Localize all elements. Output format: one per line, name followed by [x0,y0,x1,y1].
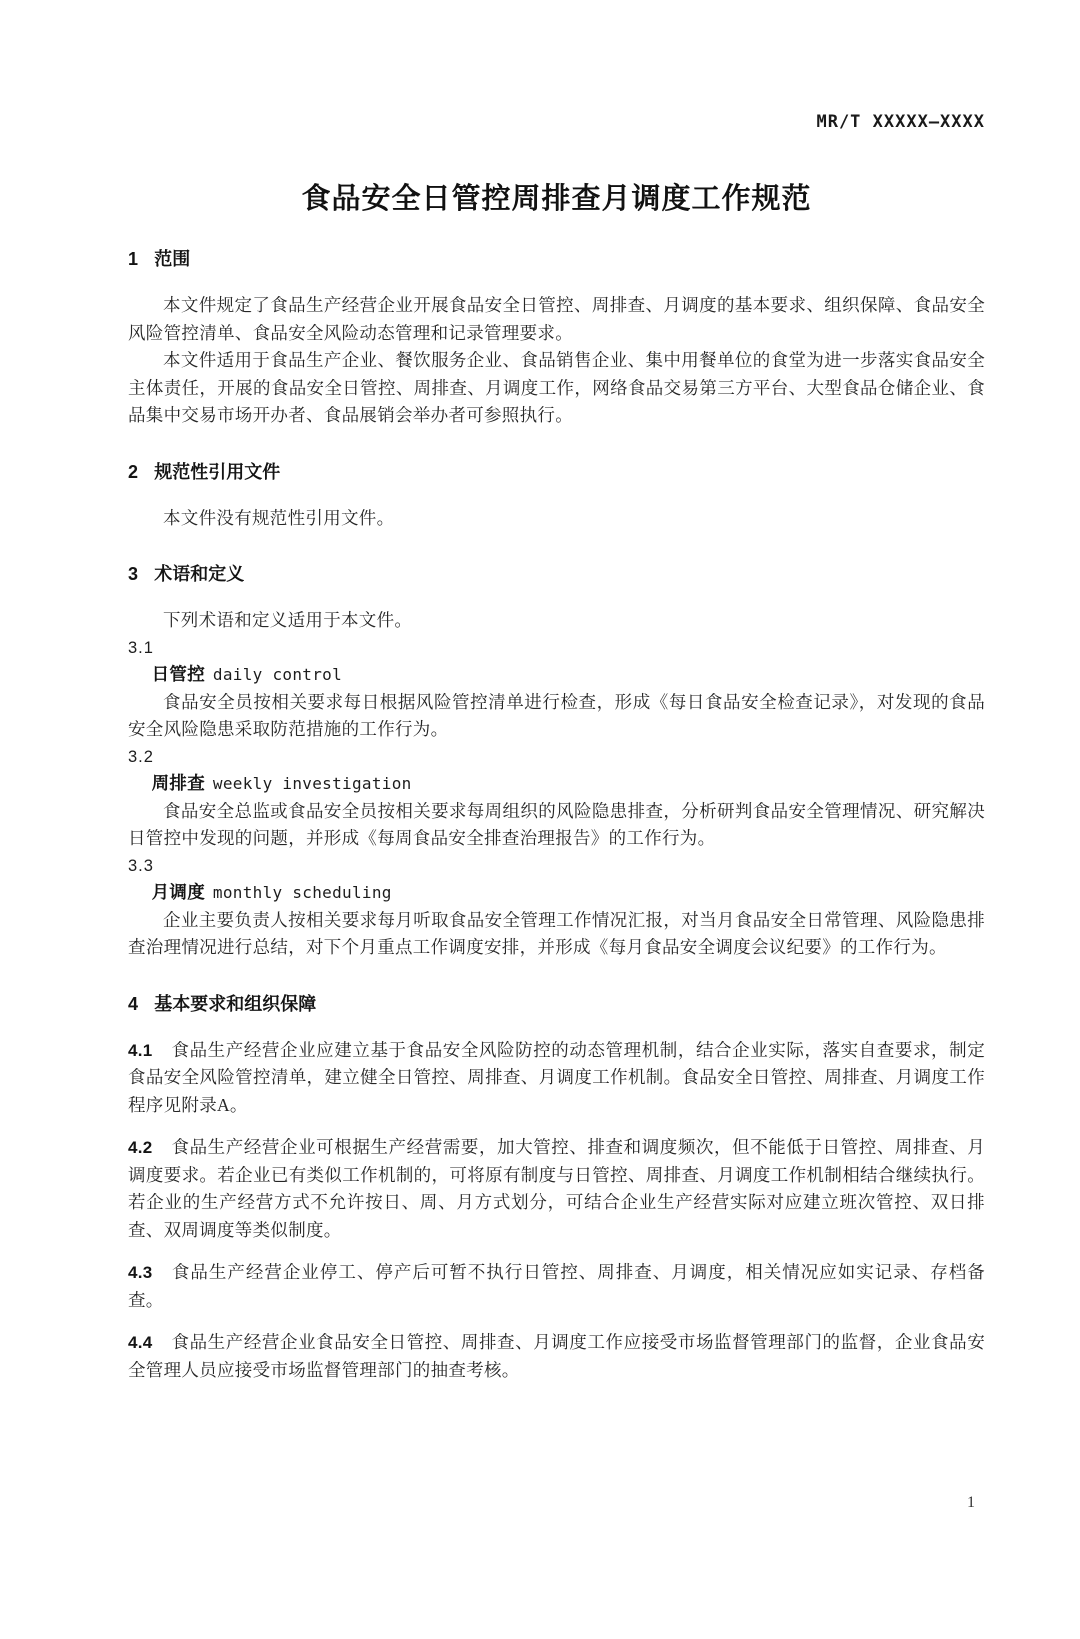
clause-2-title: 规范性引用文件 [154,461,281,482]
paragraph-scope-1: 本文件规定了食品生产经营企业开展食品安全日管控、周排查、月调度的基本要求、组织保障、食品安全风险管控清单、食品安全风险动态管理和记录管理要求。 [128,295,985,343]
term-name-line [128,661,985,689]
term-number: 3.3 [128,856,154,875]
clause-item-text: 食品生产经营企业应建立基于食品安全风险防控的动态管理机制，结合企业实际，落实自查要求，制定食品安全风险管控清单，建立健全日管控、周排查、月调度工作机制。食品安全日管控、周排查、月调度工作程序见附录A。 [128,1039,985,1115]
clause-3-heading [128,562,985,587]
clause-item-4-2 [128,1134,985,1244]
clause-1-title: 范围 [154,249,191,269]
clause-4-basic-requirements [128,992,985,1385]
page-number: 1 [967,1494,975,1511]
clause-1-scope [128,247,985,430]
clause-item-text: 食品生产经营企业停工、停产后可暂不执行日管控、周排查、月调度，相关情况应如实记录、存档备查。 [128,1262,985,1310]
term-name-line [128,770,985,798]
clause-2-body [128,505,985,533]
clause-3-body [128,607,985,962]
paragraph-normative-references: 本文件没有规范性引用文件。 [163,507,395,528]
clause-4-body [128,1037,985,1385]
document-title: 食品安全日管控周排查月调度工作规范 [301,183,812,215]
clause-4-heading [128,992,985,1017]
clause-item-text: 食品生产经营企业可根据生产经营需要，加大管控、排查和调度频次，但不能低于日管控、周排查、月调度要求。若企业已有类似工作机制的，可将原有制度与日管控、周排查、月调度工作机制相结合继续执行。若企业的生产经营方式不允许按日、周、月方式划分，可结合企业生产经营实际对应建立班次管控、双日排查、双周调度等类似制度。 [128,1137,985,1240]
term-definition: 食品安全员按相关要求每日根据风险管控清单进行检查，形成《每日食品安全检查记录》，对发现的食品安全风险隐患采取防范措施的工作行为。 [128,691,985,739]
term-entry-daily-control [128,635,985,744]
clause-4-title: 基本要求和组织保障 [154,993,317,1014]
clause-item-4-3 [128,1259,985,1314]
term-entry-monthly-scheduling [128,853,985,962]
clause-3-title: 术语和定义 [154,564,245,584]
standard-number: MR/T XXXXX—XXXX [816,112,985,132]
clause-item-number: 4.4 [128,1333,153,1352]
term-name-zh: 日管控 [151,664,206,684]
clause-1-number: 1 [128,249,139,269]
clause-3-number: 3 [128,564,139,584]
term-name-en: monthly scheduling [212,883,392,902]
clause-2-number: 2 [128,461,139,482]
clause-2-normative-references [128,460,985,533]
clause-item-text: 食品生产经营企业食品安全日管控、周排查、月调度工作应接受市场监督管理部门的监督，企业食品安全管理人员应接受市场监督管理部门的抽查考核。 [128,1332,985,1380]
term-definition: 食品安全总监或食品安全员按相关要求每周组织的风险隐患排查，分析研判食品安全管理情况、研究解决日管控中发现的问题，并形成《每周食品安全排查治理报告》的工作行为。 [128,800,985,848]
clause-3-terms-definitions [128,562,985,962]
term-name-zh: 周排查 [151,773,206,793]
term-name-en: daily control [212,665,343,684]
term-definition: 企业主要负责人按相关要求每月听取食品安全管理工作情况汇报，对当月食品安全日常管理、风险隐患排查治理情况进行总结，对下个月重点工作调度安排，并形成《每月食品安全调度会议纪要》的工作行为。 [128,909,985,957]
term-name-en: weekly investigation [212,774,412,793]
clause-2-heading [128,460,985,485]
clause-1-heading [128,247,985,272]
term-name-zh: 月调度 [151,882,206,902]
term-number: 3.1 [128,638,154,657]
clause-item-number: 4.2 [128,1138,153,1157]
document-page [0,112,1080,1639]
clause-item-number: 4.3 [128,1263,153,1282]
clause-item-number: 4.1 [128,1040,153,1060]
term-entry-weekly-investigation [128,744,985,853]
terms-intro: 下列术语和定义适用于本文件。 [163,610,413,630]
clause-1-body [128,292,985,430]
term-number: 3.2 [128,747,154,766]
clause-4-number: 4 [128,993,139,1014]
clause-item-4-4 [128,1329,985,1384]
clause-item-4-1 [128,1037,985,1120]
paragraph-scope-2: 本文件适用于食品生产企业、餐饮服务企业、食品销售企业、集中用餐单位的食堂为进一步落实食品安全主体责任，开展的食品安全日管控、周排查、月调度工作，网络食品交易第三方平台、大型食品仓储企业、食品集中交易市场开办者、食品展销会举办者可参照执行。 [128,350,985,425]
term-name-line [128,879,985,907]
